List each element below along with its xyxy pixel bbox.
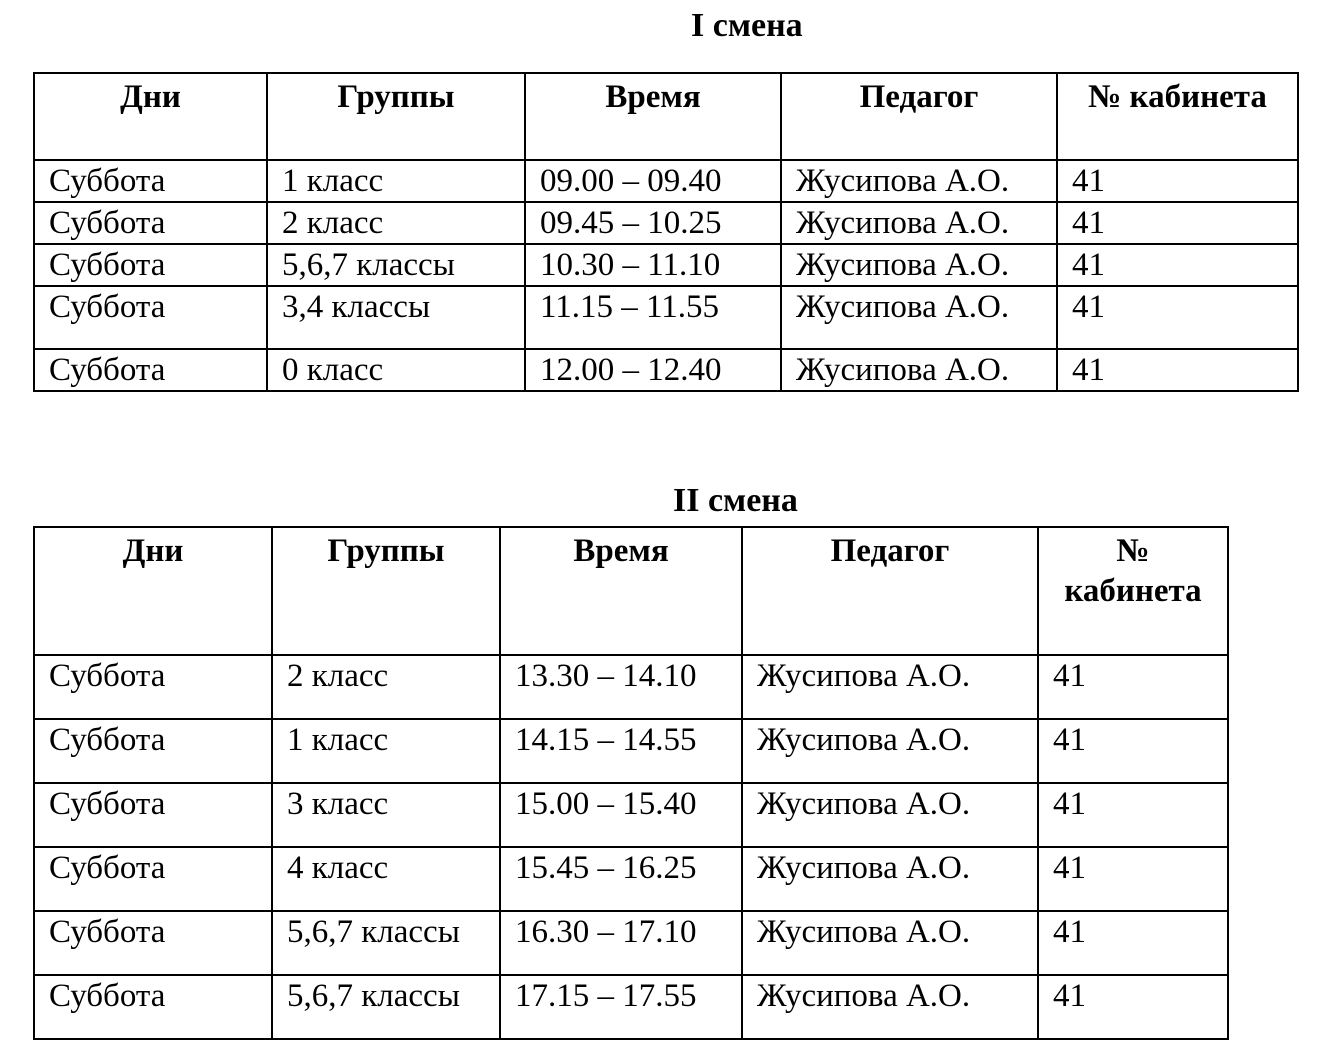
cell-day: Суббота bbox=[34, 286, 267, 349]
cell-time: 12.00 – 12.40 bbox=[525, 349, 781, 391]
cell-teacher: Жусипова А.О. bbox=[742, 911, 1038, 975]
table-row bbox=[34, 349, 1298, 391]
cell-time: 15.00 – 15.40 bbox=[500, 783, 742, 847]
cell-day: Суббота bbox=[34, 847, 272, 911]
cell-room: 41 bbox=[1038, 719, 1228, 783]
cell-group: 3,4 классы bbox=[267, 286, 525, 349]
cell-teacher: Жусипова А.О. bbox=[781, 160, 1057, 202]
cell-day: Суббота bbox=[34, 160, 267, 202]
cell-room: 41 bbox=[1038, 847, 1228, 911]
shift-2-schedule-table bbox=[33, 526, 1229, 1040]
header-teacher: Педагог bbox=[781, 73, 1057, 160]
table-header-row bbox=[34, 73, 1298, 160]
cell-day: Суббота bbox=[34, 349, 267, 391]
table-row bbox=[34, 160, 1298, 202]
cell-time: 09.00 – 09.40 bbox=[525, 160, 781, 202]
cell-time: 15.45 – 16.25 bbox=[500, 847, 742, 911]
cell-group: 5,6,7 классы bbox=[267, 244, 525, 286]
cell-teacher: Жусипова А.О. bbox=[742, 847, 1038, 911]
cell-time: 11.15 – 11.55 bbox=[525, 286, 781, 349]
header-teacher: Педагог bbox=[742, 527, 1038, 655]
cell-group: 2 класс bbox=[272, 655, 500, 719]
cell-room: 41 bbox=[1038, 655, 1228, 719]
cell-room: 41 bbox=[1057, 244, 1298, 286]
shift-1-title: I смена bbox=[691, 7, 803, 44]
cell-day: Суббота bbox=[34, 719, 272, 783]
cell-time: 16.30 – 17.10 bbox=[500, 911, 742, 975]
cell-teacher: Жусипова А.О. bbox=[742, 975, 1038, 1039]
cell-teacher: Жусипова А.О. bbox=[781, 244, 1057, 286]
cell-day: Суббота bbox=[34, 783, 272, 847]
cell-group: 4 класс bbox=[272, 847, 500, 911]
header-days: Дни bbox=[34, 73, 267, 160]
cell-room: 41 bbox=[1057, 160, 1298, 202]
header-room: № кабинета bbox=[1038, 527, 1228, 655]
table-header-row bbox=[34, 527, 1228, 655]
table-row bbox=[34, 847, 1228, 911]
table-row bbox=[34, 911, 1228, 975]
cell-room: 41 bbox=[1057, 202, 1298, 244]
cell-teacher: Жусипова А.О. bbox=[742, 719, 1038, 783]
shift-1-schedule-table bbox=[33, 72, 1299, 392]
cell-day: Суббота bbox=[34, 975, 272, 1039]
table-row bbox=[34, 975, 1228, 1039]
cell-group: 5,6,7 классы bbox=[272, 975, 500, 1039]
cell-room: 41 bbox=[1038, 911, 1228, 975]
header-days: Дни bbox=[34, 527, 272, 655]
cell-room: 41 bbox=[1038, 783, 1228, 847]
cell-teacher: Жусипова А.О. bbox=[742, 783, 1038, 847]
shift-2-title: II смена bbox=[673, 482, 798, 519]
cell-group: 5,6,7 классы bbox=[272, 911, 500, 975]
cell-teacher: Жусипова А.О. bbox=[781, 286, 1057, 349]
table-row bbox=[34, 286, 1298, 349]
cell-time: 17.15 – 17.55 bbox=[500, 975, 742, 1039]
cell-group: 3 класс bbox=[272, 783, 500, 847]
cell-teacher: Жусипова А.О. bbox=[781, 349, 1057, 391]
table-row bbox=[34, 719, 1228, 783]
table-row bbox=[34, 244, 1298, 286]
header-room: № кабинета bbox=[1057, 73, 1298, 160]
cell-day: Суббота bbox=[34, 244, 267, 286]
cell-day: Суббота bbox=[34, 202, 267, 244]
header-groups: Группы bbox=[267, 73, 525, 160]
table-row bbox=[34, 202, 1298, 244]
cell-group: 0 класс bbox=[267, 349, 525, 391]
header-time: Время bbox=[525, 73, 781, 160]
cell-teacher: Жусипова А.О. bbox=[742, 655, 1038, 719]
cell-room: 41 bbox=[1038, 975, 1228, 1039]
cell-time: 13.30 – 14.10 bbox=[500, 655, 742, 719]
cell-time: 09.45 – 10.25 bbox=[525, 202, 781, 244]
cell-day: Суббота bbox=[34, 911, 272, 975]
cell-time: 10.30 – 11.10 bbox=[525, 244, 781, 286]
cell-group: 1 класс bbox=[267, 160, 525, 202]
header-time: Время bbox=[500, 527, 742, 655]
header-groups: Группы bbox=[272, 527, 500, 655]
cell-day: Суббота bbox=[34, 655, 272, 719]
cell-group: 2 класс bbox=[267, 202, 525, 244]
table-row bbox=[34, 783, 1228, 847]
cell-time: 14.15 – 14.55 bbox=[500, 719, 742, 783]
cell-room: 41 bbox=[1057, 349, 1298, 391]
table-row bbox=[34, 655, 1228, 719]
cell-room: 41 bbox=[1057, 286, 1298, 349]
cell-teacher: Жусипова А.О. bbox=[781, 202, 1057, 244]
cell-group: 1 класс bbox=[272, 719, 500, 783]
